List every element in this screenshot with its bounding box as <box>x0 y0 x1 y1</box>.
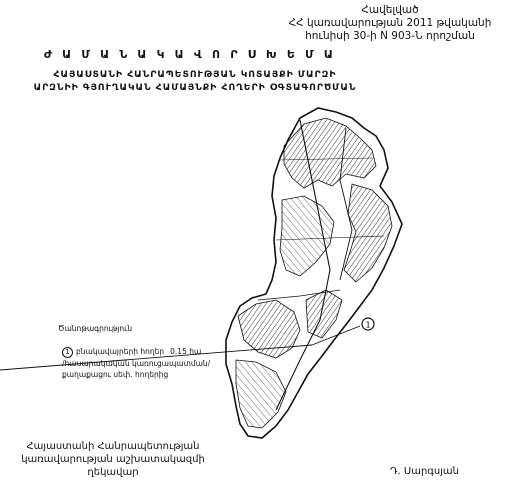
scheme-title: Ժ Ա Մ Ա Ն Ա Կ Ա Վ Ո Ր Ս Խ Ե Մ Ա <box>43 48 337 61</box>
scheme-subtitle-line-2: ԱՐԶՆԻԻ ԳՅՈՒՂԱԿԱՆ ՀԱՄԱՅՆՔԻ ՀՈՂԵՐԻ ՕԳՏԱԳՈՐԾՄԱՆ <box>33 82 357 93</box>
signatory-title-line-2: կառավարության աշխատակազմի <box>21 454 205 465</box>
signatory-title <box>8 440 218 479</box>
scheme-subtitle-line-1: ՀԱՅԱՍՏԱՆԻ ՀԱՆՐԱՊԵՏՈՒԹՅԱՆ ԿՈՏԱՅՔԻ ՄԱՐԶԻ <box>53 69 337 80</box>
appendix-line-3: հունիսի 30-ի N 903-Ն որոշման <box>305 30 475 42</box>
legend-item-line-3: քաղաքացու սեփ. հողերից <box>62 369 169 379</box>
appendix-line-2: ՀՀ կառավարության 2011 թվականի <box>288 17 492 29</box>
signatory-name: Դ. Սարգսյան <box>390 466 459 477</box>
signatory-title-line-3: ղեկավար <box>87 467 139 478</box>
legend-item-line-1: բնակավայրերի հողեր <box>76 347 165 356</box>
signatory-title-line-1: Հայաստանի Հանրապետության <box>26 441 200 452</box>
legend-marker-icon: 1 <box>62 347 73 358</box>
legend-item <box>62 346 210 380</box>
map-marker-label: 1 <box>365 320 371 330</box>
legend-item-area: 0.15 հա <box>170 347 202 356</box>
legend-item-line-2: /հասարակական կառուցապատման/ <box>62 358 211 368</box>
legend-heading: Ծանոթագրություն <box>58 324 133 333</box>
appendix-line-1: Հավելված <box>361 4 419 16</box>
